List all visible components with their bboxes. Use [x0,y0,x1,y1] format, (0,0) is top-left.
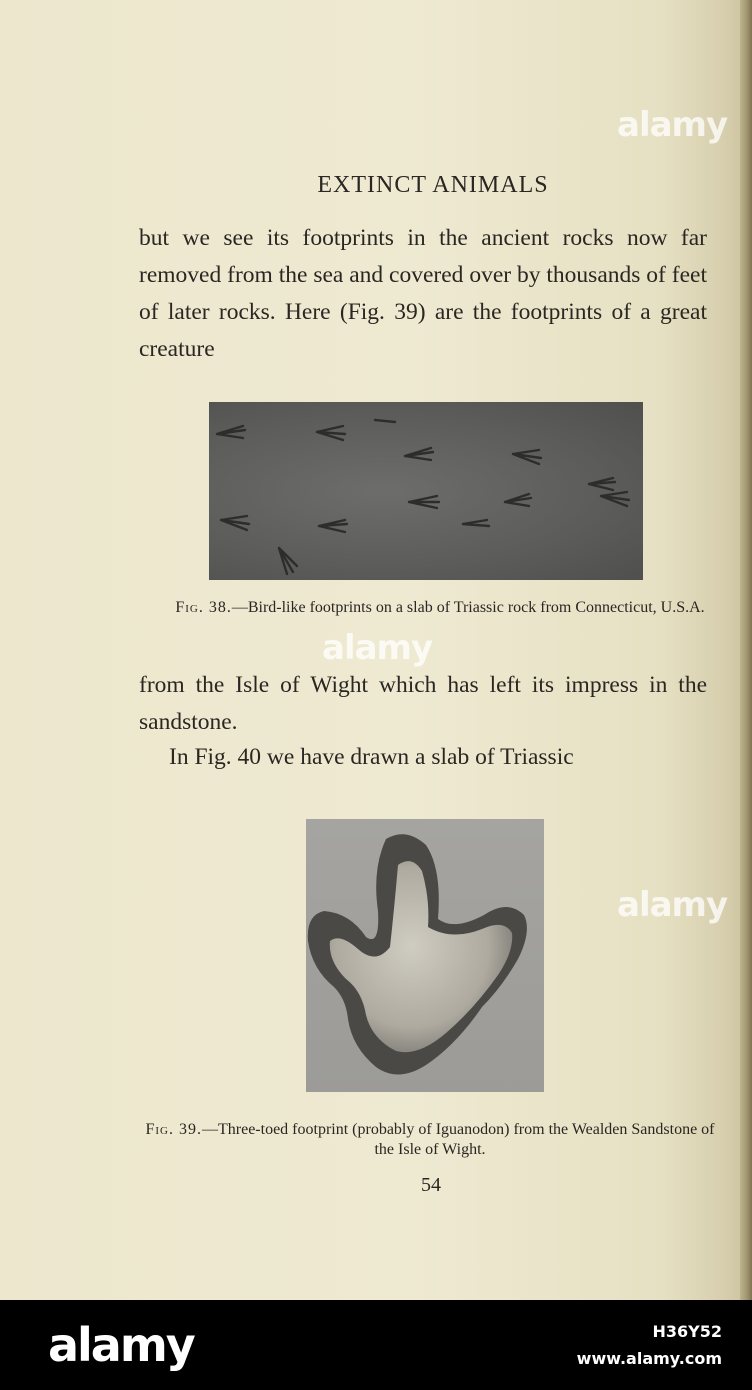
paragraph-3: In Fig. 40 we have drawn a slab of Triassic [169,744,574,770]
paragraph-1: but we see its footprints in the ancient rocks now far removed from the sea and covered over by thousands of feet of later rocks. Here (Fig. 39) are the footprints of a great creature [139,225,707,362]
watermark-bottom-right: alamy [617,885,728,925]
figure-39-caption [140,1120,720,1160]
watermark-top-right: alamy [617,105,728,145]
figure-38-label: Fig. 38. [175,599,232,616]
figure-38-caption-text: —Bird-like footprints on a slab of Triassic rock from Connecticut, U.S.A. [231,599,705,616]
figure-39-caption-text: —Three-toed footprint (probably of Iguanodon) from the Wealden Sandstone of the Isle of Wight. [202,1121,715,1158]
figure-39-image [306,819,544,1092]
paragraph-2: from the Isle of Wight which has left its impress in the sandstone. [139,672,707,735]
figure-39-label: Fig. 39. [145,1121,202,1138]
three-toed-footprint [306,819,544,1092]
footer-brand-logo: alamy [48,1318,194,1372]
site-url[interactable]: www.alamy.com [576,1349,722,1368]
figure-38-image [209,402,643,580]
image-code: H36Y52 [652,1322,722,1341]
figure-38-caption [160,598,720,618]
page-number: 54 [421,1174,441,1196]
running-head: EXTINCT ANIMALS [317,172,549,198]
bird-footprints-slab [209,402,643,580]
stock-footer-bar [0,1300,752,1390]
watermark-center: alamy [322,628,433,668]
